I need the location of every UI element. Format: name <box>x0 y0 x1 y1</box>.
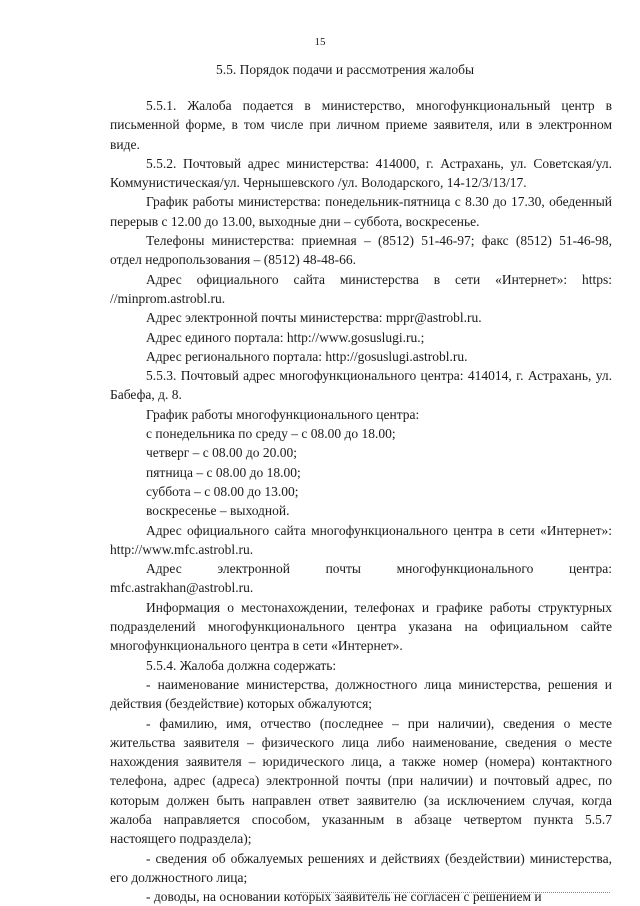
schedule-line: с понедельника по среду – с 08.00 до 18.00; <box>146 426 396 442</box>
paragraph: Адрес официального сайта многофункционального центра в сети «Интернет»: http://www.mfc.astrobl.ru. <box>110 522 612 557</box>
paragraph: Адрес электронной почты многофункционального центра: mfc.astrakhan@astrobl.ru. <box>110 561 612 596</box>
paragraph: Адрес единого портала: http://www.gosuslugi.ru.; <box>146 329 425 345</box>
paragraph: Телефоны министерства: приемная – (8512) 51-46-97; факс (8512) 51-46-98, отдел недропользования – (8512) 48-48-66. <box>110 233 612 268</box>
paragraph: График работы многофункционального центра: <box>146 406 420 422</box>
section-title: 5.5. Порядок подачи и рассмотрения жалобы <box>215 62 475 77</box>
paragraph: Адрес электронной почты министерства: mppr@astrobl.ru. <box>146 310 482 326</box>
schedule-line: воскресенье – выходной. <box>146 503 290 519</box>
paragraph: Адрес официального сайта министерства в сети «Интернет»: https: //minprom.astrobl.ru. <box>110 271 612 306</box>
paragraph: График работы министерства: понедельник-пятница с 8.30 до 17.30, обеденный перерыв с 12.00 до 13.00, выходные дни – суббота, воскресенье. <box>110 194 612 229</box>
paragraph: 5.5.1. Жалоба подается в министерство, многофункциональный центр в письменной форме, в том числе при личном приеме заявителя, или в электронном виде. <box>110 98 612 152</box>
schedule-line: суббота – с 08.00 до 13.00; <box>146 483 299 499</box>
scan-artifact-line <box>300 892 610 895</box>
paragraph: Адрес регионального портала: http://gosuslugi.astrobl.ru. <box>146 348 468 364</box>
paragraph: 5.5.3. Почтовый адрес многофункционального центра: 414014, г. Астрахань, ул. Бабефа, д. 8. <box>110 368 612 403</box>
paragraph: Информация о местонахождении, телефонах и графике работы структурных подразделений многофункционального центра указана на официальном сайте многофункционального центра в сети «Интернет». <box>110 599 612 654</box>
paragraph: - доводы, на основании которых заявитель не согласен с решением и <box>146 889 542 905</box>
paragraph: 5.5.4. Жалоба должна содержать: <box>146 657 337 673</box>
paragraph: 5.5.2. Почтовый адрес министерства: 414000, г. Астрахань, ул. Советская/ул. Коммунистическая/ул. Чернышевского /ул. Володарского, 14-12/3/13/17. <box>110 155 612 191</box>
page-number: 15 <box>314 36 326 48</box>
paragraph: - сведения об обжалуемых решениях и действиях (бездействии) министерства, его должностного лица; <box>110 850 612 885</box>
schedule-line: пятница – с 08.00 до 18.00; <box>146 464 301 480</box>
paragraph: - наименование министерства, должностного лица министерства, решения и действия (бездействие) которых обжалуются; <box>110 676 612 712</box>
paragraph: - фамилию, имя, отчество (последнее – при наличии), сведения о месте жительства заявителя – физического лица либо наименование, сведения о месте нахождения заявителя – юридического лица, а также номер (номера) контактного телефона, адрес (адреса) электронной почты (при наличии) и почтовый адрес, по которым должен быть направлен ответ заявителю (за исключением случая, когда жалоба направляется способом, указанным в абзаце четвертом пункта 5.5.7 настоящего подраздела); <box>110 715 612 847</box>
schedule-line: четверг – с 08.00 до 20.00; <box>146 445 297 461</box>
document-body <box>110 96 612 906</box>
